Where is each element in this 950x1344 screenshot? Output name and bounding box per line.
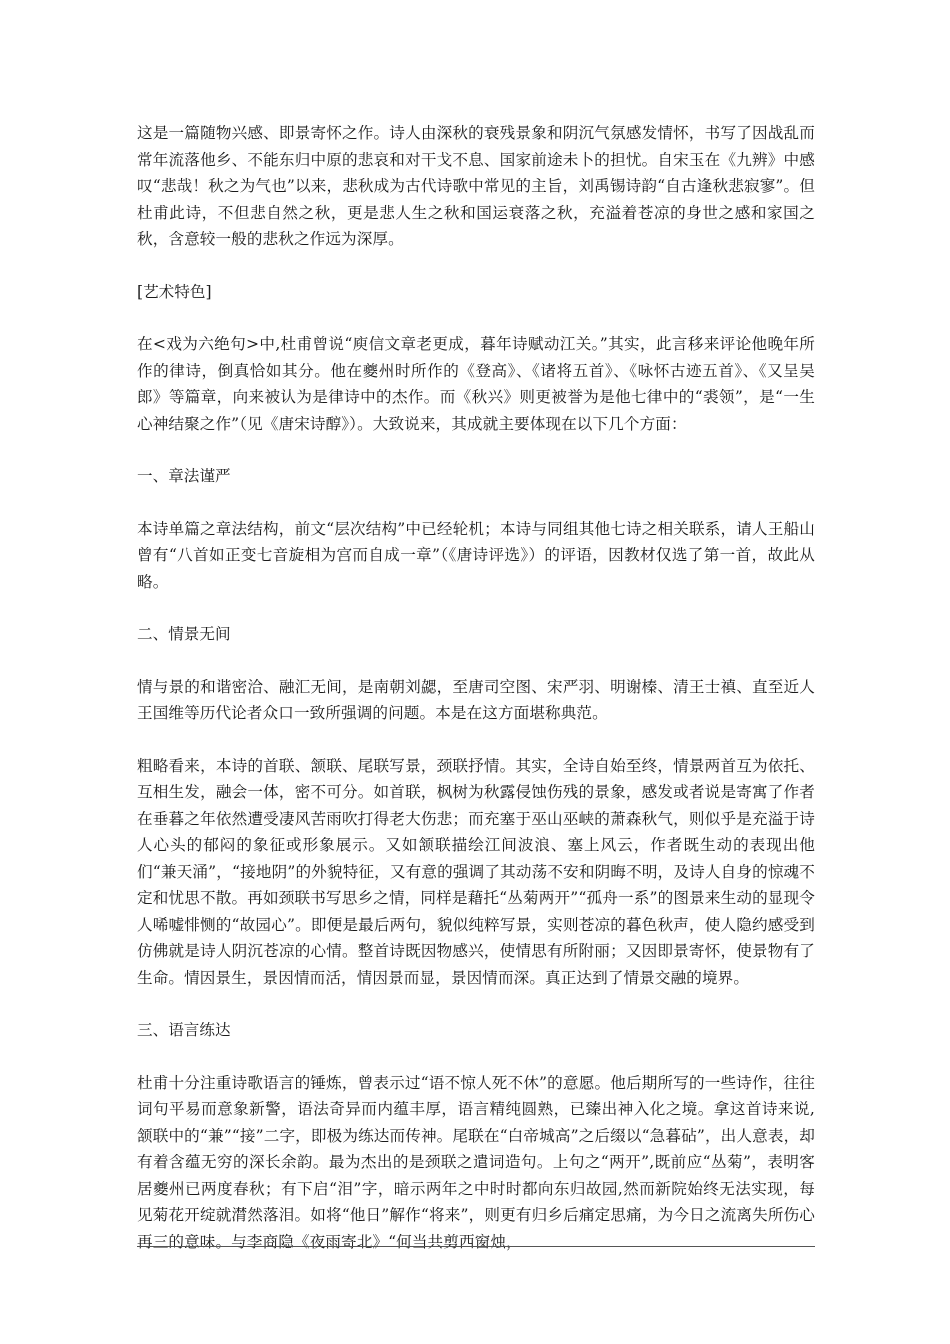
section-1-heading: 一、章法谨严 xyxy=(137,467,231,485)
document-body xyxy=(137,120,815,1255)
section-2-paragraph-1: 情与景的和谐密洽、融汇无间，是南朝刘勰，至唐司空图、宋严羽、明谢榛、清王士禛、直至近人王国维等历代论者众口一致所强调的问题。本是在这方面堪称典范。 xyxy=(137,677,815,722)
art-features-heading: [艺术特色] xyxy=(137,282,212,301)
section-2-paragraph-2: 粗略看来，本诗的首联、颔联、尾联写景，颈联抒情。其实，全诗自始至终，情景两首互为依托、互相生发，融会一体，密不可分。如首联，枫树为秋露侵蚀伤残的景象，感发或者说是寄寓了作者在垂暮之年依然遭受凄风苦雨吹打得老大伤悲；而充塞于巫山巫峡的萧森秋气，则似乎是充溢于诗人心头的郁闷的象征或形象展示。又如颔联描绘江间波浪、塞上风云，作者既生动的表现出他们“兼天涌”，“接地阴”的外貌特征，又有意的强调了其动荡不安和阴晦不明，及诗人自身的惊魂不定和忧思不散。再如颈联书写思乡之情，同样是藉托“丛菊两开”“孤舟一系”的图景来生动的显现令人唏嘘悱恻的“故园心”。即便是最后两句，貌似纯粹写景，实则苍凉的暮色秋声，使人隐约感受到仿佛就是诗人阴沉苍凉的心情。整首诗既因物感兴，使情思有所附丽；又因即景寄怀，使景物有了生命。情因景生，景因情而活，情因景而显，景因情而深。真正达到了情景交融的境界。 xyxy=(137,756,815,987)
footer-divider xyxy=(137,1246,815,1247)
intro-paragraph: 这是一篇随物兴感、即景寄怀之作。诗人由深秋的衰残景象和阴沉气氛感发情怀，书写了因战乱而常年流落他乡、不能东归中原的悲哀和对干戈不息、国家前途未卜的担忧。自宋玉在《九辨》中感叹“悲哉！秋之为气也”以来，悲秋成为古代诗歌中常见的主旨，刘禹锡诗韵“自古逢秋悲寂寥”。但杜甫此诗，不但悲自然之秋，更是悲人生之秋和国运衰落之秋，充溢着苍凉的身世之感和家国之秋，含意较一般的悲秋之作远为深厚。 xyxy=(137,124,815,248)
section-3-heading: 三、语言练达 xyxy=(137,1021,231,1039)
art-intro-paragraph: 在<戏为六绝句>中,杜甫曾说“庾信文章老更成，暮年诗赋动江关。”其实，此言移来评论他晚年所作的律诗，倒真恰如其分。他在夔州时所作的《登高》、《诸将五首》、《咏怀古迹五首》、《又呈吴郎》等篇章，向来被认为是律诗中的杰作。而《秋兴》则更被誉为是他七律中的“裘领”，是“一生心神结聚之作”（见《唐宋诗醇》）。大致说来，其成就主要体现在以下几个方面： xyxy=(137,335,815,433)
section-1-paragraph: 本诗单篇之章法结构，前文“层次结构”中已经轮机；本诗与同组其他七诗之相关联系，请人王船山曾有“八首如正变七音旋相为宫而自成一章”（《唐诗评选》）的评语，因教材仅选了第一首，故此从略。 xyxy=(137,519,815,591)
section-2-heading: 二、情景无间 xyxy=(137,625,231,643)
section-3-paragraph: 杜甫十分注重诗歌语言的锤炼，曾表示过“语不惊人死不休”的意愿。他后期所写的一些诗作，往往词句平易而意象新警，语法奇异而内蕴丰厚，语言精纯圆熟，已臻出神入化之境。拿这首诗来说,颔联中的“兼”“接”二字，即极为练达而传神。尾联在“白帝城高”之后缀以“急暮砧”，出人意表，却有着含蕴无穷的深长余韵。最为杰出的是颈联之遣词造句。上句之“两开”,既前应“丛菊”，表明客居夔州已两度春秋；有下启“泪”字，暗示两年之中时时都向东归故园,然而新院始终无法实现，每见菊花开绽就潸然落泪。如将“他日”解作“将来”，则更有归乡后痛定思痛，为今日之流离失所伤心再三的意味。与李商隐《夜雨寄北》“何当共剪西窗烛， xyxy=(137,1073,815,1251)
